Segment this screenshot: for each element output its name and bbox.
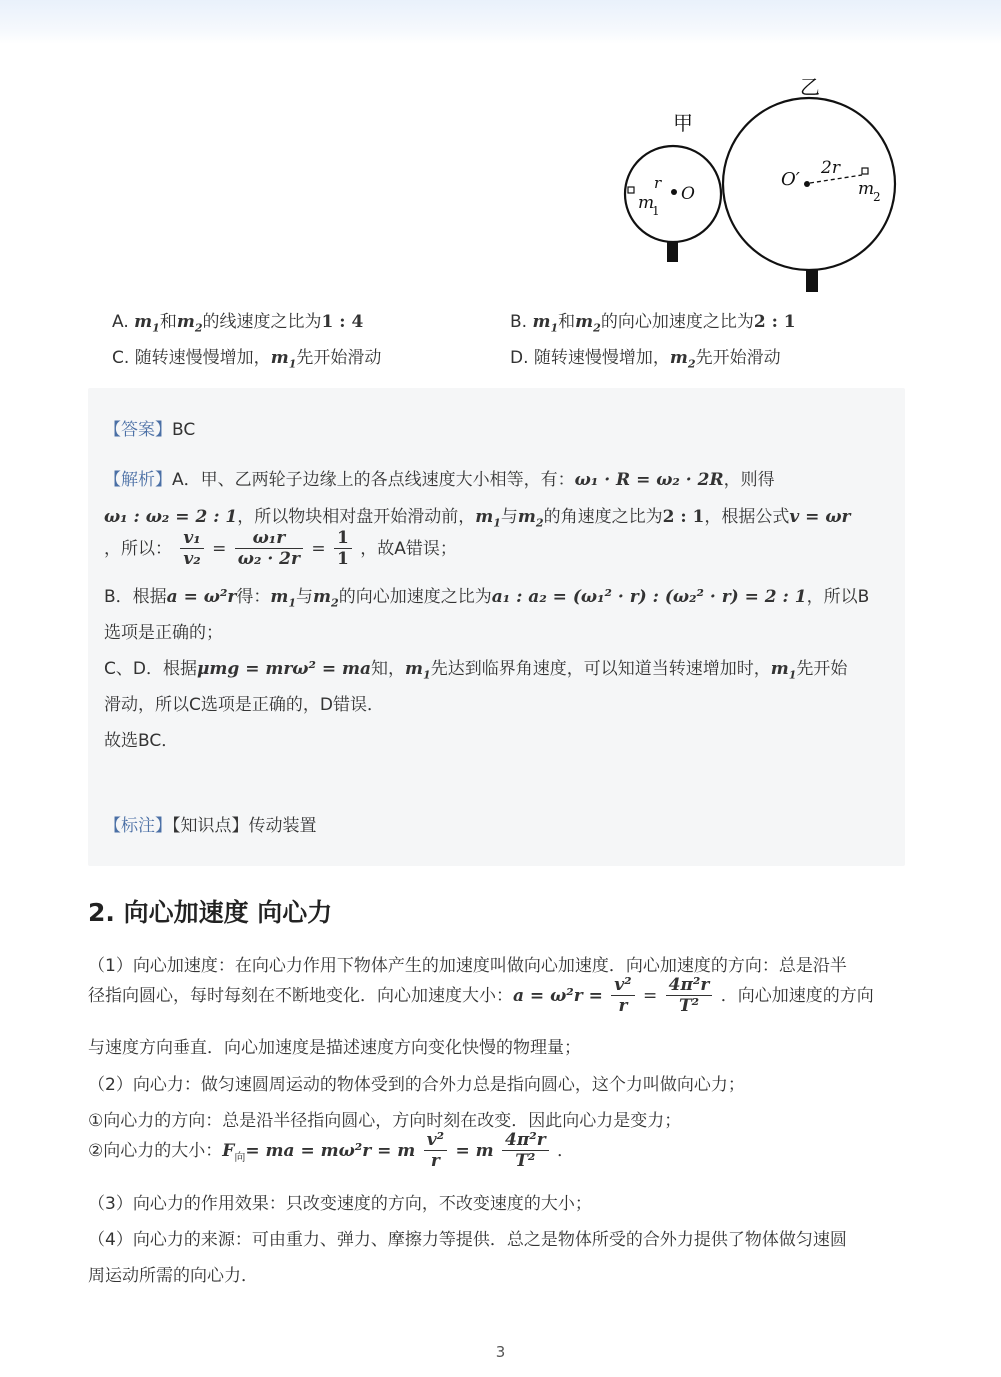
label-m2-sub: 2 [873,190,881,204]
analysis-line-1: 【解析】A．甲、乙两轮子边缘上的各点线速度大小相等，有：ω₁ · R = ω₂ · 2R，则得 [104,470,775,490]
fraction-v2-r: $\frac{\text{v²}}{r}$ [611,975,634,1017]
analysis-line-2: ω₁ : ω₂ = 2 : 1，所以物块相对盘开始滑动前，$m_1$与$m_2$的角速度之比为2 : 1，根据公式v = ωr [104,507,851,530]
section-title: 2. 向心加速度 向心力 [88,898,333,927]
answer-line: 【答案】BC [104,420,196,440]
header-band [0,0,1001,44]
label-jia: 甲 [673,111,693,135]
section-p3: ①向心力的方向：总是沿半径指向圆心，方向时刻在改变．因此向心力是变力； [88,1111,682,1131]
section-p5: （3）向心力的作用效果：只改变速度的方向，不改变速度的大小； [88,1194,592,1214]
section-p6b: 周运动所需的向心力． [88,1266,258,1286]
wheel-yi [723,75,895,292]
fraction-v1-v2: $\frac{\text{v₁}}{\text{v₂}}$ [180,528,203,570]
option-b: B. $m_1$和$m_2$的向心加速度之比为2 : 1 [510,312,796,335]
analysis-line-7: 滑动，所以C选项是正确的，D错误． [104,695,384,715]
label-m2: m [858,179,875,199]
analysis-line-3: ，所以： $\frac{\text{v₁}}{\text{v₂}}$ = $\frac{\text{ω₁r}}{\text{ω₂ · 2r}}$ = $\frac{1}{1}$ ，故A错误； [104,528,457,570]
label-m1: m [638,193,655,213]
analysis-line-5: 选项是正确的； [104,623,223,643]
label-2r: 2r [821,158,840,178]
note-line: 【标注】【知识点】传动装置 [104,816,317,836]
fraction-one: $\frac{1}{1}$ [334,528,352,570]
option-d: D. 随转速慢慢增加，$m_2$先开始滑动 [510,348,781,371]
analysis-line-6: C、D．根据μmg = mrω² = ma知，$m_1$先达到临界角速度，可以知道当转速增加时，$m_1$先开始 [104,659,848,682]
section-p1b: 径指向圆心，每时每刻在不断地变化．向心加速度大小：a = ω²r = $\frac{\text{v²}}{r}$ = $\frac{\text{4π²r}}{\text{T²}}$ ．向心加速度的方向 [88,975,874,1017]
fraction-v2-r-force: $\frac{\text{v²}}{r}$ [424,1130,447,1172]
fraction-4pi2r-t2-force: $\frac{\text{4π²r}}{\text{T²}}$ [502,1130,549,1172]
option-a: A. $m_1$和$m_2$的线速度之比为1 : 4 [112,312,364,335]
section-p4: ②向心力的大小：$F_向=$ ma = mω²r = m $\frac{\text{v²}}{r}$ = m $\frac{\text{4π²r}}{\text{T²}}$ ． [88,1130,575,1172]
section-p6a: （4）向心力的来源：可由重力、弹力、摩擦力等提供．总之是物体所受的合外力提供了物体做匀速圆 [88,1230,847,1250]
section-p1c: 与速度方向垂直．向心加速度是描述速度方向变化快慢的物理量； [88,1038,581,1058]
label-o-prime: O′ [781,169,800,190]
fraction-4pi2r-t2: $\frac{\text{4π²r}}{\text{T²}}$ [666,975,713,1017]
label-r: r [654,174,662,192]
analysis-line-4: B．根据a = ω²r得：$m_1$与$m_2$的向心加速度之比为a₁ : a₂ = (ω₁² · r) : (ω₂² · r) = 2 : 1，所以B [104,587,870,610]
option-c: C. 随转速慢慢增加，$m_1$先开始滑动 [112,348,382,371]
label-m1-sub: 1 [652,204,660,218]
label-o: O [681,184,695,204]
fraction-omega: $\frac{\text{ω₁r}}{\text{ω₂ · 2r}}$ [235,528,303,570]
label-yi: 乙 [800,75,820,99]
page-number: 3 [495,1343,506,1361]
wheels-figure [600,60,910,300]
wheel-jia [625,111,721,262]
section-p1a: （1）向心加速度：在向心力作用下物体产生的加速度叫做向心加速度．向心加速度的方向：总是沿半 [88,956,847,976]
analysis-line-8: 故选BC． [104,731,179,751]
section-p2: （2）向心力：做匀速圆周运动的物体受到的合外力总是指向圆心，这个力叫做向心力； [88,1075,745,1095]
